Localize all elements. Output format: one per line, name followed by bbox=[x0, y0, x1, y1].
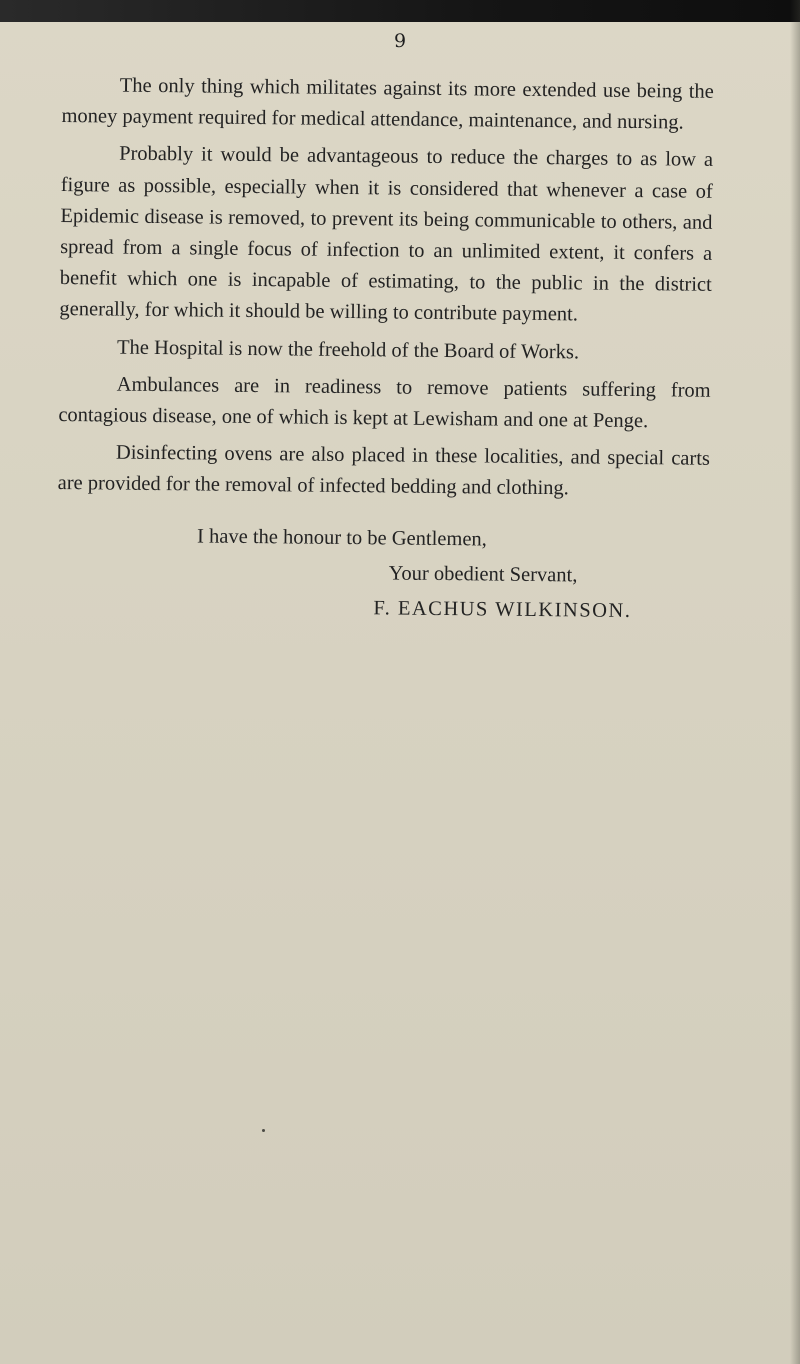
letter-closing bbox=[56, 518, 709, 630]
report-body bbox=[56, 70, 714, 629]
paragraph-reduce-charges: Probably it would be advantageous to reduce the charges to as low a figure as possible, especially when it is considered that whenever a case of Epidemic disease is removed, to prevent its being communicable to others, and spread from a single focus of infection to an unlimited extent, it confers a benefit which one is incapable of estimating, to the public in the district generally, for which it should be willing to contribute payment. bbox=[59, 143, 714, 326]
valediction: Your obedient Servant, bbox=[388, 562, 578, 587]
scan-right-edge bbox=[790, 0, 800, 1364]
scan-top-border bbox=[0, 0, 800, 22]
paragraph-money-payment: The only thing which militates against its more extended use being the money payment required for medical attendance, maintenance, and nursing. bbox=[61, 74, 714, 134]
paragraph-hospital-freehold: The Hospital is now the freehold of the Board of Works. bbox=[116, 336, 580, 364]
signature: F. EACHUS WILKINSON. bbox=[373, 596, 632, 622]
salutation: I have the honour to be Gentlemen, bbox=[197, 525, 487, 551]
paragraph-disinfecting-ovens: Disinfecting ovens are also placed in these localities, and special carts are provided for the removal of infected bedding and clothing. bbox=[57, 441, 711, 500]
ink-speck bbox=[262, 1129, 265, 1132]
paragraph-ambulances: Ambulances are in readiness to remove patients suffering from contagious disease, one of which is kept at Lewisham and one at Penge. bbox=[58, 373, 711, 433]
page-number: 9 bbox=[393, 30, 407, 52]
